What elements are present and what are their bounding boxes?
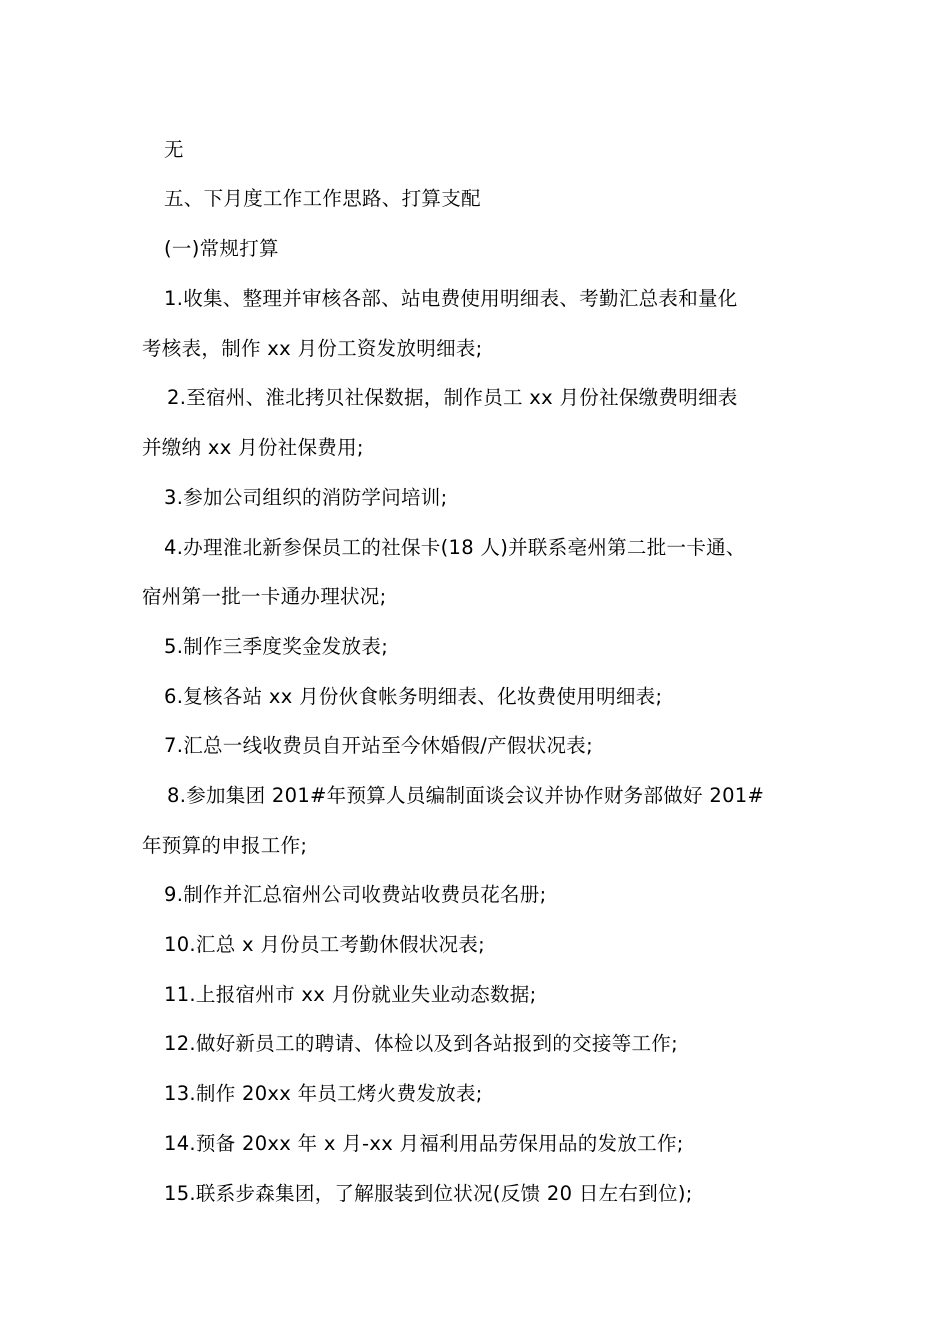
list-item: 3.参加公司组织的消防学问培训; xyxy=(164,486,448,509)
list-item-continuation: 并缴纳 xx 月份社保费用; xyxy=(142,436,364,459)
list-item: 13.制作 20xx 年员工烤火费发放表; xyxy=(164,1082,483,1105)
list-item: 5.制作三季度奖金发放表; xyxy=(164,635,389,658)
list-item-continuation: 年预算的申报工作; xyxy=(142,834,308,857)
list-item: 14.预备 20xx 年 x 月-xx 月福利用品劳保用品的发放工作; xyxy=(164,1132,684,1155)
list-item-continuation: 宿州第一批一卡通办理状况; xyxy=(142,585,387,608)
list-item: 4.办理淮北新参保员工的社保卡(18 人)并联系亳州第二批一卡通、 xyxy=(164,536,746,559)
list-item: 12.做好新员工的聘请、体检以及到各站报到的交接等工作; xyxy=(164,1032,678,1055)
section-heading: 五、下月度工作工作思路、打算支配 xyxy=(164,187,481,210)
list-item-continuation: 考核表，制作 xx 月份工资发放明细表; xyxy=(142,337,483,360)
text-line: 无 xyxy=(164,138,184,161)
subsection-heading: (一)常规打算 xyxy=(164,237,279,260)
list-item: 9.制作并汇总宿州公司收费站收费员花名册; xyxy=(164,883,547,906)
list-item: 10.汇总 x 月份员工考勤休假状况表; xyxy=(164,933,486,956)
list-item: 8.参加集团 201#年预算人员编制面谈会议并协作财务部做好 201# xyxy=(167,784,765,807)
list-item: 7.汇总一线收费员自开站至今休婚假/产假状况表; xyxy=(164,734,593,757)
list-item: 2.至宿州、淮北拷贝社保数据，制作员工 xx 月份社保缴费明细表 xyxy=(167,386,738,409)
list-item: 1.收集、整理并审核各部、站电费使用明细表、考勤汇总表和量化 xyxy=(164,287,738,310)
list-item: 6.复核各站 xx 月份伙食帐务明细表、化妆费使用明细表; xyxy=(164,685,663,708)
list-item: 11.上报宿州市 xx 月份就业失业动态数据; xyxy=(164,983,537,1006)
list-item: 15.联系步森集团，了解服装到位状况(反馈 20 日左右到位); xyxy=(164,1182,693,1205)
